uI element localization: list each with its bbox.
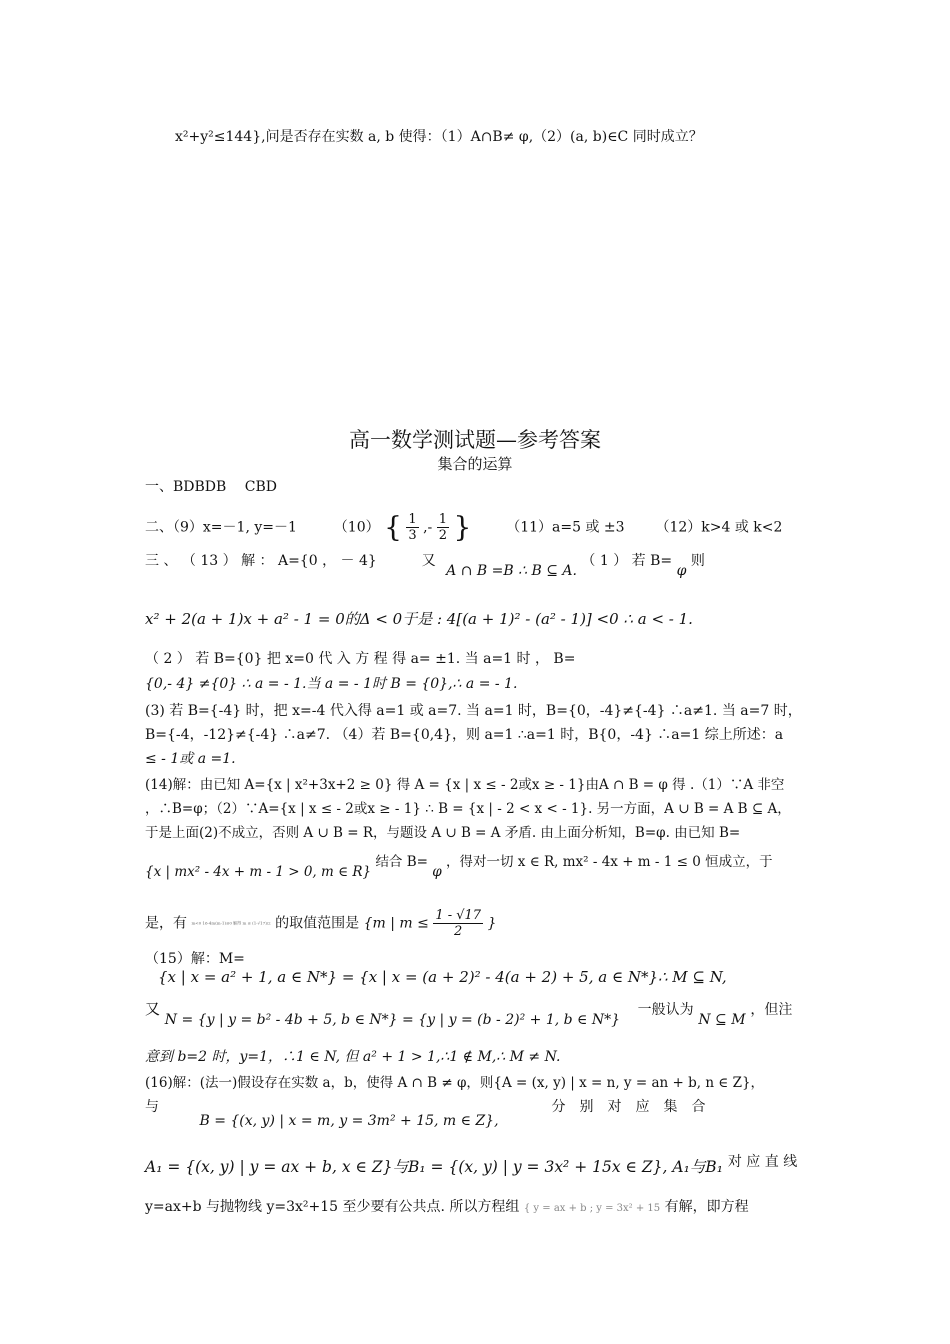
q16-line-1: (16)解：(法一)假设存在实数 a，b，使得 A ∩ B ≠ φ，则{A = (x, y) | x = n, y = an + b, n ∈ Z}， <box>145 1075 765 1091</box>
q14-line-2: ，∴B=φ；（2）∵A={x | x ≤ - 2或x ≥ - 1} ∴ B = {x | - 2 < x < - 1}. 另一方面，A ∪ B = A B ⊆ A， <box>145 801 791 817</box>
problem-continuation: x²+y²≤144},问是否存在实数 a, b 使得：（1）A∩B≠ φ,（2）(a, b)∈C 同时成立？ <box>175 129 703 145</box>
q13-line-5: (3) 若 B={-4} 时，把 x=-4 代入得 a=1 或 a=7. 当 a=1 时，B={0，-4}≠{-4} ∴a≠1. 当 a=7 时， <box>145 703 802 719</box>
answer-10-frac-1: $\frac{1}{3}$ <box>408 512 417 543</box>
answer-10-frac-2: $\frac{1}{2}$ <box>438 512 448 543</box>
q14-tiny-system: m<0 16-4m(m-1)≤0 解得 m ≤ (1-√17)/2 <box>191 920 271 926</box>
answer-11: （11）a=5 或 ±3 <box>506 519 625 536</box>
page-subtitle: 集合的运算 <box>437 455 513 473</box>
q14-line-4: {x | mx² - 4x + m - 1 > 0, m ∈ R} 结合 B= φ ，得对一切 x ∈ R, mx² - 4x + m - 1 ≤ 0 恒成立，于 <box>145 854 773 880</box>
q16-line-4: y=ax+b 与抛物线 y=3x²+15 至少要有公共点. 所以方程组 { y = ax + b ; y = 3x² + 15 有解，即方程 <box>145 1199 749 1215</box>
answers-section-1: 一、BDBDB CBD <box>145 479 277 495</box>
q14-line-3: 于是上面(2)不成立，否则 A ∪ B = R，与题设 A ∪ B = A 矛盾. 由上面分析知，B=φ. 由已知 B= <box>145 825 741 841</box>
page-title: 高一数学测试题—参考答案 <box>349 428 601 452</box>
q13-line-4: {0,- 4} ≠{0} ∴ a = - 1.当 a = - 1时 B = {0},∴ a = - 1. <box>145 676 518 692</box>
q16-line-2: 与 B = {(x, y) | x = m, y = 3m² + 15, m ∈ Z}, 分 别 对 应 集 合 <box>145 1099 706 1129</box>
q13-line-7: ≤ - 1或 a =1. <box>145 751 236 767</box>
q14-range-frac: $\frac{1 - √17}{2}$ <box>435 908 482 939</box>
q15-line-1-formula: {x | x = a² + 1, a ∈ N*} = {x | x = (a + 2)² - 4(a + 2) + 5, a ∈ N*}∴ M ⊆ N, <box>158 968 727 986</box>
answer-9: 二、（9）x=－1, y=－1 <box>145 519 297 536</box>
answer-10-label: （10） <box>333 519 380 536</box>
q14-line-5: 是，有 m<0 16-4m(m-1)≤0 解得 m ≤ (1-√17)/2 的取值范围是 {m | m ≤ $\frac{1 - √17}{2}$ } <box>145 908 497 939</box>
q15-line-3: 意到 b=2 时，y=1，∴1 ∈ N, 但 a² + 1 > 1,∴1 ∉ M,∴ M ≠ N. <box>145 1049 561 1065</box>
q15-line-1-label: （15）解：M= <box>145 951 245 967</box>
q13-line-3: （ 2 ） 若 B={0} 把 x=0 代 入 方 程 得 a= ±1. 当 a=1 时 ， B= <box>145 651 576 667</box>
answers-section-2: 二、（9）x=－1, y=－1 （10） { $\frac{1}{3}$ ,- $\frac{1}{2}$ } （11）a=5 或 ±3 （12）k>4 或 k<2 <box>145 510 783 544</box>
q16-equation-system: { y = ax + b ; y = 3x² + 15 <box>523 1203 661 1214</box>
q13-line-1: 三 、 （ 13 ） 解 ： A={0 ， － 4} 又 A ∩ B =B ∴ B ⊆ A. （ 1 ） 若 B= φ 则 <box>145 553 705 579</box>
q15-line-2: 又 N = {y | y = b² - 4b + 5, b ∈ N*} = {y | y = (b - 2)² + 1, b ∈ N*} 一般认为 N ⊆ M ，但注 <box>145 1000 793 1028</box>
q13-line-6: B={-4，-12}≠{-4} ∴a≠7. （4）若 B={0,4}，则 a=1 ∴a=1 时，B{0，-4} ∴a=1 综上所述：a <box>145 727 784 743</box>
q16-line-3: A₁ = {(x, y) | y = ax + b, x ∈ Z}与B₁ = {(x, y) | y = 3x² + 15x ∈ Z}, A₁与B₁ 对 应 直 线 <box>145 1154 798 1176</box>
q13-line-2: x² + 2(a + 1)x + a² - 1 = 0的Δ < 0于是 : 4[(a + 1)² - (a² - 1)] <0 ∴ a < - 1. <box>145 610 693 628</box>
answer-12: （12）k>4 或 k<2 <box>655 519 783 536</box>
q14-line-1: (14)解：由已知 A={x | x²+3x+2 ≥ 0} 得 A = {x | x ≤ - 2或x ≥ - 1}由A ∩ B = φ 得 .（1）∵A 非空 <box>145 777 785 793</box>
